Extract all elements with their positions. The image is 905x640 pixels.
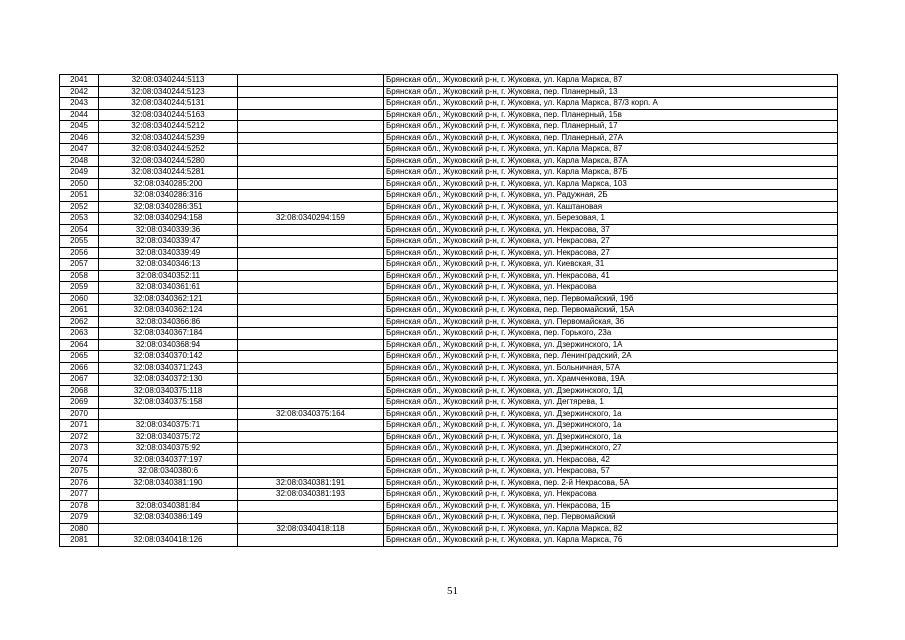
- address-cell: Брянская обл., Жуковский р-н, г. Жуковка, ул. Березовая, 1: [384, 213, 838, 225]
- cadastral-number-cell: 32:08:0340361:61: [99, 282, 238, 294]
- address-cell: Брянская обл., Жуковский р-н, г. Жуковка, пер. Планерный, 17: [384, 121, 838, 133]
- related-cadastral-number-cell: [238, 339, 384, 351]
- address-cell: Брянская обл., Жуковский р-н, г. Жуковка, пер. Горького, 23а: [384, 328, 838, 340]
- related-cadastral-number-cell: [238, 316, 384, 328]
- related-cadastral-number-cell: [238, 512, 384, 524]
- cadastral-number-cell: 32:08:0340339:36: [99, 224, 238, 236]
- row-number-cell: 2076: [60, 477, 99, 489]
- address-cell: Брянская обл., Жуковский р-н, г. Жуковка, ул. Карла Маркса, 76: [384, 535, 838, 547]
- address-cell: Брянская обл., Жуковский р-н, г. Жуковка, ул. Карла Маркса, 87: [384, 75, 838, 87]
- address-cell: Брянская обл., Жуковский р-н, г. Жуковка, пер. Первомайский, 19б: [384, 293, 838, 305]
- address-cell: Брянская обл., Жуковский р-н, г. Жуковка, ул. Карла Маркса, 103: [384, 178, 838, 190]
- table-row: [60, 132, 838, 144]
- table-row: [60, 98, 838, 110]
- related-cadastral-number-cell: [238, 500, 384, 512]
- table-row: [60, 397, 838, 409]
- cadastral-number-cell: 32:08:0340418:126: [99, 535, 238, 547]
- related-cadastral-number-cell: 32:08:0340294:159: [238, 213, 384, 225]
- cadastral-number-cell: 32:08:0340339:47: [99, 236, 238, 248]
- related-cadastral-number-cell: [238, 454, 384, 466]
- related-cadastral-number-cell: 32:08:0340418:118: [238, 523, 384, 535]
- cadastral-number-cell: 32:08:0340375:72: [99, 431, 238, 443]
- table-row: [60, 431, 838, 443]
- address-cell: Брянская обл., Жуковский р-н, г. Жуковка, ул. Дегтярева, 1: [384, 397, 838, 409]
- table-row: [60, 247, 838, 259]
- table-row: [60, 535, 838, 547]
- row-number-cell: 2047: [60, 144, 99, 156]
- row-number-cell: 2042: [60, 86, 99, 98]
- cadastral-number-cell: 32:08:0340285:200: [99, 178, 238, 190]
- related-cadastral-number-cell: [238, 259, 384, 271]
- row-number-cell: 2063: [60, 328, 99, 340]
- row-number-cell: 2059: [60, 282, 99, 294]
- address-cell: Брянская обл., Жуковский р-н, г. Жуковка, ул. Дзержинского, 27: [384, 443, 838, 455]
- table-row: [60, 121, 838, 133]
- address-cell: Брянская обл., Жуковский р-н, г. Жуковка, ул. Некрасова, 42: [384, 454, 838, 466]
- related-cadastral-number-cell: [238, 236, 384, 248]
- table-row: [60, 109, 838, 121]
- cadastral-number-cell: 32:08:0340244:5131: [99, 98, 238, 110]
- cadastral-number-cell: 32:08:0340377:197: [99, 454, 238, 466]
- table-row: [60, 144, 838, 156]
- row-number-cell: 2080: [60, 523, 99, 535]
- address-cell: Брянская обл., Жуковский р-н, г. Жуковка, ул. Киевская, 31: [384, 259, 838, 271]
- table-row: [60, 167, 838, 179]
- related-cadastral-number-cell: 32:08:0340375:164: [238, 408, 384, 420]
- address-cell: Брянская обл., Жуковский р-н, г. Жуковка, ул. Некрасова: [384, 282, 838, 294]
- address-cell: Брянская обл., Жуковский р-н, г. Жуковка, ул. Храмченкова, 19А: [384, 374, 838, 386]
- address-cell: Брянская обл., Жуковский р-н, г. Жуковка, ул. Радужная, 2Б: [384, 190, 838, 202]
- row-number-cell: 2062: [60, 316, 99, 328]
- address-cell: Брянская обл., Жуковский р-н, г. Жуковка, пер. Первомайский, 15А: [384, 305, 838, 317]
- table-row: [60, 155, 838, 167]
- address-cell: Брянская обл., Жуковский р-н, г. Жуковка, ул. Карла Маркса, 87: [384, 144, 838, 156]
- related-cadastral-number-cell: [238, 362, 384, 374]
- table-row: [60, 86, 838, 98]
- table-row: [60, 466, 838, 478]
- row-number-cell: 2048: [60, 155, 99, 167]
- cadastral-number-cell: 32:08:0340362:121: [99, 293, 238, 305]
- address-cell: Брянская обл., Жуковский р-н, г. Жуковка, ул. Некрасова, 41: [384, 270, 838, 282]
- related-cadastral-number-cell: [238, 201, 384, 213]
- related-cadastral-number-cell: [238, 270, 384, 282]
- related-cadastral-number-cell: [238, 121, 384, 133]
- table-row: [60, 190, 838, 202]
- row-number-cell: 2044: [60, 109, 99, 121]
- table-row: [60, 224, 838, 236]
- related-cadastral-number-cell: [238, 385, 384, 397]
- cadastral-number-cell: 32:08:0340380:6: [99, 466, 238, 478]
- cadastral-number-cell: 32:08:0340286:351: [99, 201, 238, 213]
- cadastral-number-cell: 32:08:0340381:84: [99, 500, 238, 512]
- related-cadastral-number-cell: [238, 178, 384, 190]
- related-cadastral-number-cell: [238, 282, 384, 294]
- row-number-cell: 2054: [60, 224, 99, 236]
- address-cell: Брянская обл., Жуковский р-н, г. Жуковка, ул. Некрасова, 27: [384, 236, 838, 248]
- row-number-cell: 2045: [60, 121, 99, 133]
- row-number-cell: 2052: [60, 201, 99, 213]
- cadastral-number-cell: 32:08:0340381:190: [99, 477, 238, 489]
- row-number-cell: 2075: [60, 466, 99, 478]
- table-row: [60, 293, 838, 305]
- row-number-cell: 2056: [60, 247, 99, 259]
- cadastral-number-cell: 32:08:0340375:71: [99, 420, 238, 432]
- cadastral-number-cell: [99, 408, 238, 420]
- address-cell: Брянская обл., Жуковский р-н, г. Жуковка, ул. Карла Маркса, 87А: [384, 155, 838, 167]
- related-cadastral-number-cell: [238, 293, 384, 305]
- row-number-cell: 2074: [60, 454, 99, 466]
- address-cell: Брянская обл., Жуковский р-н, г. Жуковка, пер. Первомайский: [384, 512, 838, 524]
- cadastral-number-cell: 32:08:0340244:5239: [99, 132, 238, 144]
- row-number-cell: 2079: [60, 512, 99, 524]
- address-cell: Брянская обл., Жуковский р-н, г. Жуковка, ул. Некрасова, 27: [384, 247, 838, 259]
- address-cell: Брянская обл., Жуковский р-н, г. Жуковка, ул. Карла Маркса, 87Б: [384, 167, 838, 179]
- table-row: [60, 339, 838, 351]
- cadastral-number-cell: 32:08:0340370:142: [99, 351, 238, 363]
- address-cell: Брянская обл., Жуковский р-н, г. Жуковка, ул. Первомайская, 36: [384, 316, 838, 328]
- related-cadastral-number-cell: [238, 155, 384, 167]
- address-cell: Брянская обл., Жуковский р-н, г. Жуковка, пер. Планерный, 13: [384, 86, 838, 98]
- related-cadastral-number-cell: [238, 397, 384, 409]
- cadastral-number-cell: 32:08:0340368:94: [99, 339, 238, 351]
- cadastral-number-cell: 32:08:0340244:5163: [99, 109, 238, 121]
- cadastral-number-cell: 32:08:0340375:158: [99, 397, 238, 409]
- related-cadastral-number-cell: [238, 190, 384, 202]
- address-cell: Брянская обл., Жуковский р-н, г. Жуковка, ул. Каштановая: [384, 201, 838, 213]
- table-row: [60, 477, 838, 489]
- row-number-cell: 2065: [60, 351, 99, 363]
- related-cadastral-number-cell: [238, 86, 384, 98]
- row-number-cell: 2068: [60, 385, 99, 397]
- address-cell: Брянская обл., Жуковский р-н, г. Жуковка, ул. Дзержинского, 1а: [384, 420, 838, 432]
- row-number-cell: 2061: [60, 305, 99, 317]
- related-cadastral-number-cell: [238, 466, 384, 478]
- row-number-cell: 2046: [60, 132, 99, 144]
- table-row: [60, 408, 838, 420]
- cadastral-number-cell: 32:08:0340386:149: [99, 512, 238, 524]
- address-cell: Брянская обл., Жуковский р-н, г. Жуковка, ул. Карла Маркса, 87/3 корп. А: [384, 98, 838, 110]
- row-number-cell: 2049: [60, 167, 99, 179]
- cadastral-number-cell: [99, 523, 238, 535]
- related-cadastral-number-cell: [238, 109, 384, 121]
- table-row: [60, 282, 838, 294]
- related-cadastral-number-cell: [238, 328, 384, 340]
- cadastral-number-cell: 32:08:0340372:130: [99, 374, 238, 386]
- table-row: [60, 201, 838, 213]
- related-cadastral-number-cell: [238, 75, 384, 87]
- row-number-cell: 2043: [60, 98, 99, 110]
- row-number-cell: 2067: [60, 374, 99, 386]
- row-number-cell: 2073: [60, 443, 99, 455]
- row-number-cell: 2057: [60, 259, 99, 271]
- table-row: [60, 443, 838, 455]
- cadastral-number-cell: 32:08:0340244:5252: [99, 144, 238, 156]
- registry-table: [59, 74, 838, 547]
- related-cadastral-number-cell: [238, 247, 384, 259]
- cadastral-number-cell: [99, 489, 238, 501]
- row-number-cell: 2069: [60, 397, 99, 409]
- cadastral-number-cell: 32:08:0340362:124: [99, 305, 238, 317]
- row-number-cell: 2071: [60, 420, 99, 432]
- cadastral-number-cell: 32:08:0340286:316: [99, 190, 238, 202]
- table-row: [60, 362, 838, 374]
- cadastral-number-cell: 32:08:0340244:5113: [99, 75, 238, 87]
- registry-table-body: [60, 75, 838, 547]
- row-number-cell: 2053: [60, 213, 99, 225]
- related-cadastral-number-cell: [238, 443, 384, 455]
- related-cadastral-number-cell: [238, 374, 384, 386]
- cadastral-number-cell: 32:08:0340346:13: [99, 259, 238, 271]
- related-cadastral-number-cell: [238, 98, 384, 110]
- table-row: [60, 351, 838, 363]
- related-cadastral-number-cell: [238, 224, 384, 236]
- related-cadastral-number-cell: [238, 144, 384, 156]
- address-cell: Брянская обл., Жуковский р-н, г. Жуковка, ул. Карла Маркса, 82: [384, 523, 838, 535]
- row-number-cell: 2058: [60, 270, 99, 282]
- cadastral-number-cell: 32:08:0340244:5280: [99, 155, 238, 167]
- row-number-cell: 2081: [60, 535, 99, 547]
- row-number-cell: 2066: [60, 362, 99, 374]
- address-cell: Брянская обл., Жуковский р-н, г. Жуковка, ул. Дзержинского, 1а: [384, 408, 838, 420]
- row-number-cell: 2064: [60, 339, 99, 351]
- table-row: [60, 523, 838, 535]
- row-number-cell: 2041: [60, 75, 99, 87]
- row-number-cell: 2051: [60, 190, 99, 202]
- row-number-cell: 2060: [60, 293, 99, 305]
- related-cadastral-number-cell: [238, 431, 384, 443]
- address-cell: Брянская обл., Жуковский р-н, г. Жуковка, ул. Дзержинского, 1А: [384, 339, 838, 351]
- row-number-cell: 2070: [60, 408, 99, 420]
- cadastral-number-cell: 32:08:0340371:243: [99, 362, 238, 374]
- cadastral-number-cell: 32:08:0340352:11: [99, 270, 238, 282]
- row-number-cell: 2055: [60, 236, 99, 248]
- cadastral-number-cell: 32:08:0340339:49: [99, 247, 238, 259]
- row-number-cell: 2077: [60, 489, 99, 501]
- table-row: [60, 316, 838, 328]
- address-cell: Брянская обл., Жуковский р-н, г. Жуковка, ул. Некрасова, 57: [384, 466, 838, 478]
- cadastral-number-cell: 32:08:0340294:158: [99, 213, 238, 225]
- table-row: [60, 305, 838, 317]
- row-number-cell: 2050: [60, 178, 99, 190]
- related-cadastral-number-cell: 32:08:0340381:193: [238, 489, 384, 501]
- table-row: [60, 75, 838, 87]
- table-row: [60, 500, 838, 512]
- related-cadastral-number-cell: [238, 305, 384, 317]
- table-row: [60, 236, 838, 248]
- address-cell: Брянская обл., Жуковский р-н, г. Жуковка, пер. 2-й Некрасова, 5А: [384, 477, 838, 489]
- table-row: [60, 259, 838, 271]
- table-row: [60, 512, 838, 524]
- table-row: [60, 385, 838, 397]
- cadastral-number-cell: 32:08:0340366:86: [99, 316, 238, 328]
- table-row: [60, 270, 838, 282]
- cadastral-number-cell: 32:08:0340367:184: [99, 328, 238, 340]
- related-cadastral-number-cell: [238, 132, 384, 144]
- table-row: [60, 374, 838, 386]
- address-cell: Брянская обл., Жуковский р-н, г. Жуковка, ул. Больничная, 57А: [384, 362, 838, 374]
- table-row: [60, 213, 838, 225]
- related-cadastral-number-cell: [238, 420, 384, 432]
- table-row: [60, 420, 838, 432]
- page-number: 51: [447, 585, 458, 597]
- related-cadastral-number-cell: [238, 351, 384, 363]
- cadastral-number-cell: 32:08:0340244:5212: [99, 121, 238, 133]
- address-cell: Брянская обл., Жуковский р-н, г. Жуковка, ул. Дзержинского, 1а: [384, 431, 838, 443]
- related-cadastral-number-cell: 32:08:0340381:191: [238, 477, 384, 489]
- table-row: [60, 328, 838, 340]
- cadastral-number-cell: 32:08:0340375:92: [99, 443, 238, 455]
- address-cell: Брянская обл., Жуковский р-н, г. Жуковка, пер. Ленинградский, 2А: [384, 351, 838, 363]
- table-row: [60, 178, 838, 190]
- cadastral-number-cell: 32:08:0340244:5281: [99, 167, 238, 179]
- cadastral-number-cell: 32:08:0340375:118: [99, 385, 238, 397]
- related-cadastral-number-cell: [238, 535, 384, 547]
- address-cell: Брянская обл., Жуковский р-н, г. Жуковка, пер. Планерный, 15в: [384, 109, 838, 121]
- address-cell: Брянская обл., Жуковский р-н, г. Жуковка, ул. Некрасова, 1Б: [384, 500, 838, 512]
- row-number-cell: 2078: [60, 500, 99, 512]
- address-cell: Брянская обл., Жуковский р-н, г. Жуковка, пер. Планерный, 27А: [384, 132, 838, 144]
- address-cell: Брянская обл., Жуковский р-н, г. Жуковка, ул. Некрасова: [384, 489, 838, 501]
- cadastral-number-cell: 32:08:0340244:5123: [99, 86, 238, 98]
- related-cadastral-number-cell: [238, 167, 384, 179]
- row-number-cell: 2072: [60, 431, 99, 443]
- address-cell: Брянская обл., Жуковский р-н, г. Жуковка, ул. Дзержинского, 1Д: [384, 385, 838, 397]
- table-row: [60, 489, 838, 501]
- address-cell: Брянская обл., Жуковский р-н, г. Жуковка, ул. Некрасова, 37: [384, 224, 838, 236]
- table-row: [60, 454, 838, 466]
